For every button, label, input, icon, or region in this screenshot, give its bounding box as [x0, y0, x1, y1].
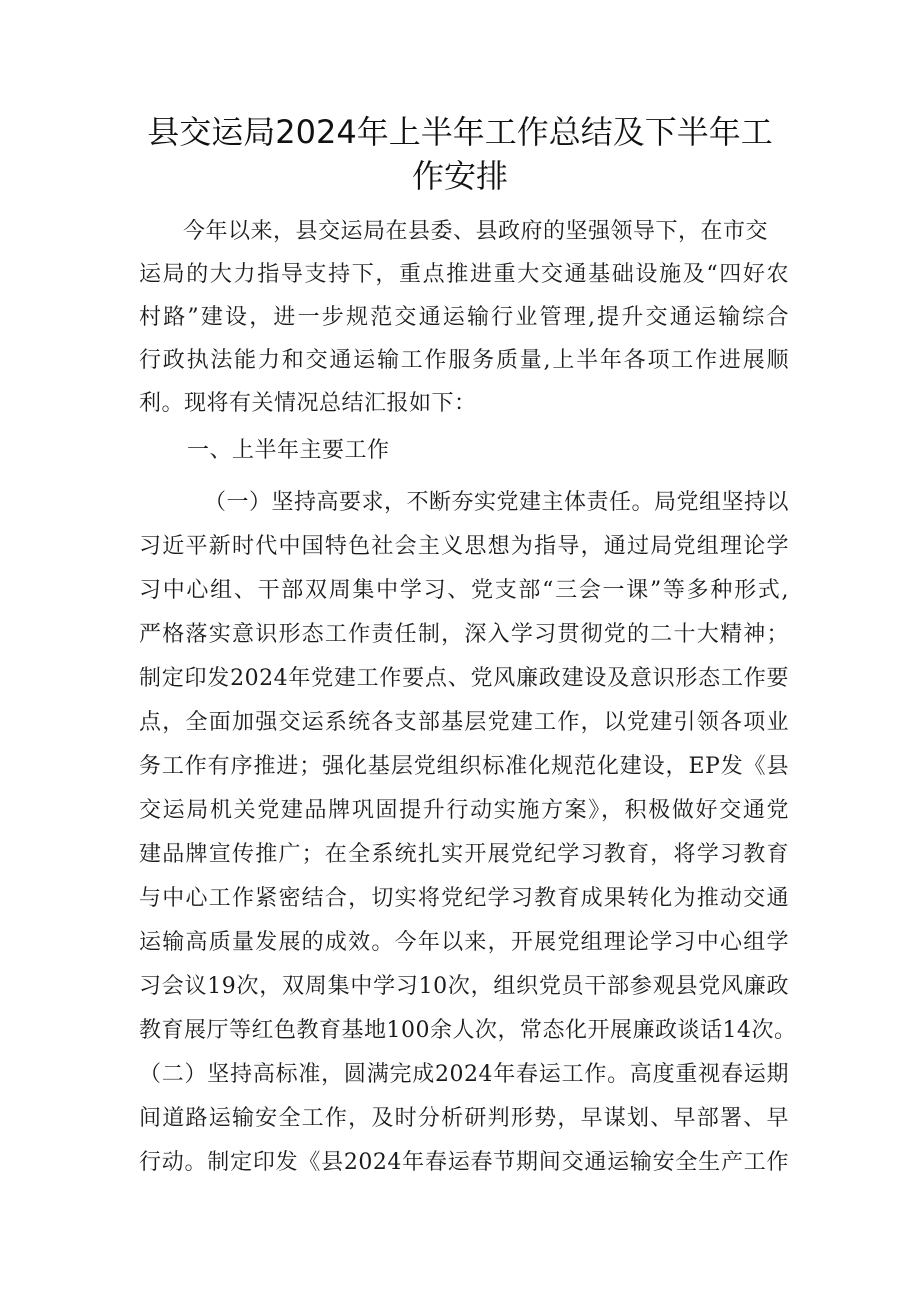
- text-line: 点，全面加强交运系统各支部基层党建工作，以党建引领各项业: [139, 710, 789, 735]
- text-line: 行政执法能力和交通运输工作服务质量,上半年各项工作进展顺: [139, 348, 789, 373]
- text-line: 严格落实意识形态工作责任制，深入学习贯彻党的二十大精神；: [139, 622, 789, 647]
- title-line-1: 县交运局2024年上半年工作总结及下半年工: [147, 113, 773, 151]
- text-line: 间道路运输安全工作，及时分析研判形势，早谋划、早部署、早: [139, 1106, 789, 1131]
- text-line: （一）坚持高要求，不断夯实党建主体责任。局党组坚持以: [204, 490, 790, 515]
- text-line: 今年以来，县交运局在县委、县政府的坚强领导下，在市交: [183, 219, 769, 244]
- text-line: 运局的大力指导支持下，重点推进重大交通基础设施及“四好农: [139, 262, 789, 287]
- text-line: 利。现将有关情况总结汇报如下：: [139, 391, 477, 416]
- text-line: 习会议19次，双周集中学习10次，组织党员干部参观县党风廉政: [139, 974, 789, 999]
- text-line: 运输高质量发展的成效。今年以来，开展党组理论学习中心组学: [139, 930, 789, 955]
- title-line-2: 作安排: [411, 157, 508, 195]
- text-line: 行动。制定印发《县2024年春运春节期间交通运输安全生产工作: [139, 1150, 789, 1175]
- text-line: 务工作有序推进；强化基层党组织标准化规范化建设，EP发《县: [139, 754, 789, 779]
- text-line: 建品牌宣传推广；在全系统扎实开展党纪学习教育，将学习教育: [139, 842, 789, 867]
- section-heading: 一、上半年主要工作: [187, 438, 390, 463]
- text-line: 与中心工作紧密结合，切实将党纪学习教育成果转化为推动交通: [139, 886, 789, 911]
- text-line: 交运局机关党建品牌巩固提升行动实施方案》，积极做好交通党: [139, 798, 789, 823]
- text-line: （二）坚持高标准，圆满完成2024年春运工作。高度重视春运期: [139, 1062, 789, 1087]
- text-line: 习中心组、干部双周集中学习、党支部“三会一课”等多种形式,: [139, 578, 789, 603]
- text-line: 教育展厅等红色教育基地100余人次，常态化开展廉政谈话14次。: [139, 1018, 797, 1043]
- text-line: 制定印发2024年党建工作要点、党风廉政建设及意识形态工作要: [139, 666, 789, 691]
- text-line: 村路”建设，进一步规范交通运输行业管理,提升交通运输综合: [139, 305, 789, 330]
- text-line: 习近平新时代中国特色社会主义思想为指导，通过局党组理论学: [139, 534, 789, 559]
- document-title: [140, 110, 780, 198]
